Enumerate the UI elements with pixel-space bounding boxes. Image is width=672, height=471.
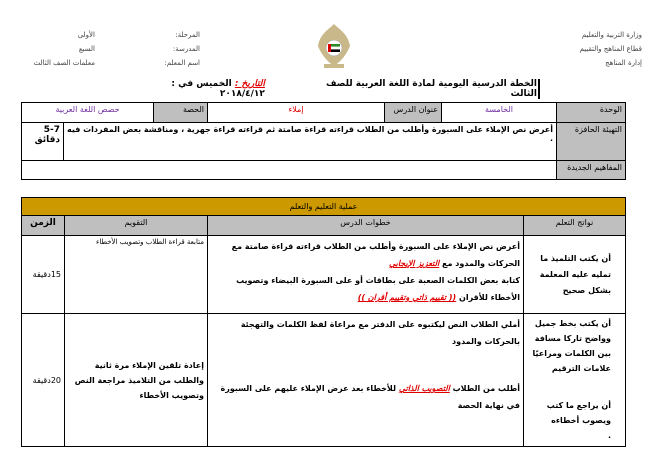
process-table xyxy=(21,197,626,447)
date-label: التاريخ : xyxy=(234,79,265,89)
col-time: الزمن xyxy=(22,216,65,236)
warmup-time: 5-7 دقائق xyxy=(22,123,64,161)
outcome-cell: أن يكتب التلميذ ما تمليه عليه المعلمة بشكل صحيح xyxy=(524,236,626,314)
teacher-label: اسم المعلم: xyxy=(164,59,200,67)
step-highlight: التعزيز الإيجابي xyxy=(388,259,440,268)
outcome-item: أن يكتب بخط جميل وواضح تاركا مسافة بين الكلمات ومراعيًا علامات الترقيم xyxy=(532,319,611,373)
plan-title-text: الخطة الدرسية اليومية لمادة اللغة العربية للصف الثالث xyxy=(325,79,540,99)
col-outcomes: نواتج التعلم xyxy=(524,216,626,236)
evaluation-cell: إعادة تلقين الإملاء مرة ثانية والطلب من التلاميذ مراجعة النص وتصويب الأخطاء xyxy=(65,314,208,447)
table-row xyxy=(22,236,626,314)
lesson-label: عنوان الدرس xyxy=(385,103,442,123)
step-text: للأخطاء بعد عرض الإملاء عليهم على السبورة في نهاية الحصة xyxy=(220,384,520,410)
outcome-item: . xyxy=(607,431,611,440)
time-cell: 20دقيقة xyxy=(22,314,65,447)
warmup-label: التهيئة الحافزة xyxy=(557,123,626,161)
step-text: كتابة بعض الكلمات الصعبة على بطاقات أو على السبورة البيضاء وتصويب الأخطاء للأقران xyxy=(236,276,520,302)
period-value: حصص اللغة العربية xyxy=(22,103,154,123)
field-values xyxy=(33,28,95,70)
period-label: الحصة xyxy=(154,103,208,123)
plan-title xyxy=(140,79,540,99)
department-name: إدارة المناهج xyxy=(605,59,642,67)
step-text: أملي الطلاب النص ليكتبوه على الدفتر مع مراعاة لفظ الكلمات والتهجئة بالحركات والمدود xyxy=(240,320,520,346)
steps-cell xyxy=(208,236,524,314)
ministry-block xyxy=(580,28,642,70)
concepts-value xyxy=(22,161,557,180)
col-evaluation: التقويم xyxy=(65,216,208,236)
field-labels xyxy=(130,28,200,70)
step-highlight: (( تقييم ذاتي وتقييم أقران )) xyxy=(357,293,457,302)
table-row xyxy=(22,314,626,447)
steps-cell xyxy=(208,314,524,447)
ministry-name: وزارة التربية والتعليم xyxy=(581,31,642,39)
col-steps: خطوات الدرس xyxy=(208,216,524,236)
date-value: الخميس في : ٢٠١٨/٤/١٢ xyxy=(171,79,265,99)
sector-name: قطاع المناهج والتقييم xyxy=(579,45,642,53)
warmup-text: أعرض نص الإملاء على السبورة وأطلب من الطلاب قراءته قراءة صامتة ثم قراءته قراءة جهرية ، ومناقشة بعض المفردات فيه . xyxy=(64,123,557,161)
school-label: المدرسة: xyxy=(172,45,200,53)
step-text: أعرض نص الإملاء على السبورة وأطلب من الطلاب قراءته قراءة صامتة مع الحركات والمدود مع xyxy=(231,242,520,268)
time-cell: 15دقيقة xyxy=(22,236,65,314)
step-text: أطلب من الطلاب xyxy=(452,384,520,393)
lesson-value: إملاء xyxy=(208,103,385,123)
outcome-item: أن يراجع ما كتب ويصوب أخطاءه xyxy=(546,401,611,425)
teacher-value: معلمات الصف الثالث xyxy=(33,59,95,67)
lesson-info-table xyxy=(21,102,626,180)
unit-value: الخامسة xyxy=(442,103,557,123)
process-title: عملية التعليم والتعلم xyxy=(22,198,626,216)
uae-emblem-icon xyxy=(314,22,354,70)
outcome-cell xyxy=(524,314,626,447)
stage-label: المرحلة: xyxy=(175,31,200,39)
evaluation-cell: متابعة قراءة الطلاب وتصويب الأخطاء xyxy=(65,236,208,314)
unit-label: الوحدة xyxy=(557,103,626,123)
concepts-label: المفاهيم الجديدة xyxy=(557,161,626,180)
school-value: السبع xyxy=(78,45,95,53)
step-highlight: التصويب الذاتي xyxy=(398,384,450,393)
stage-value: الأولى xyxy=(77,31,95,39)
